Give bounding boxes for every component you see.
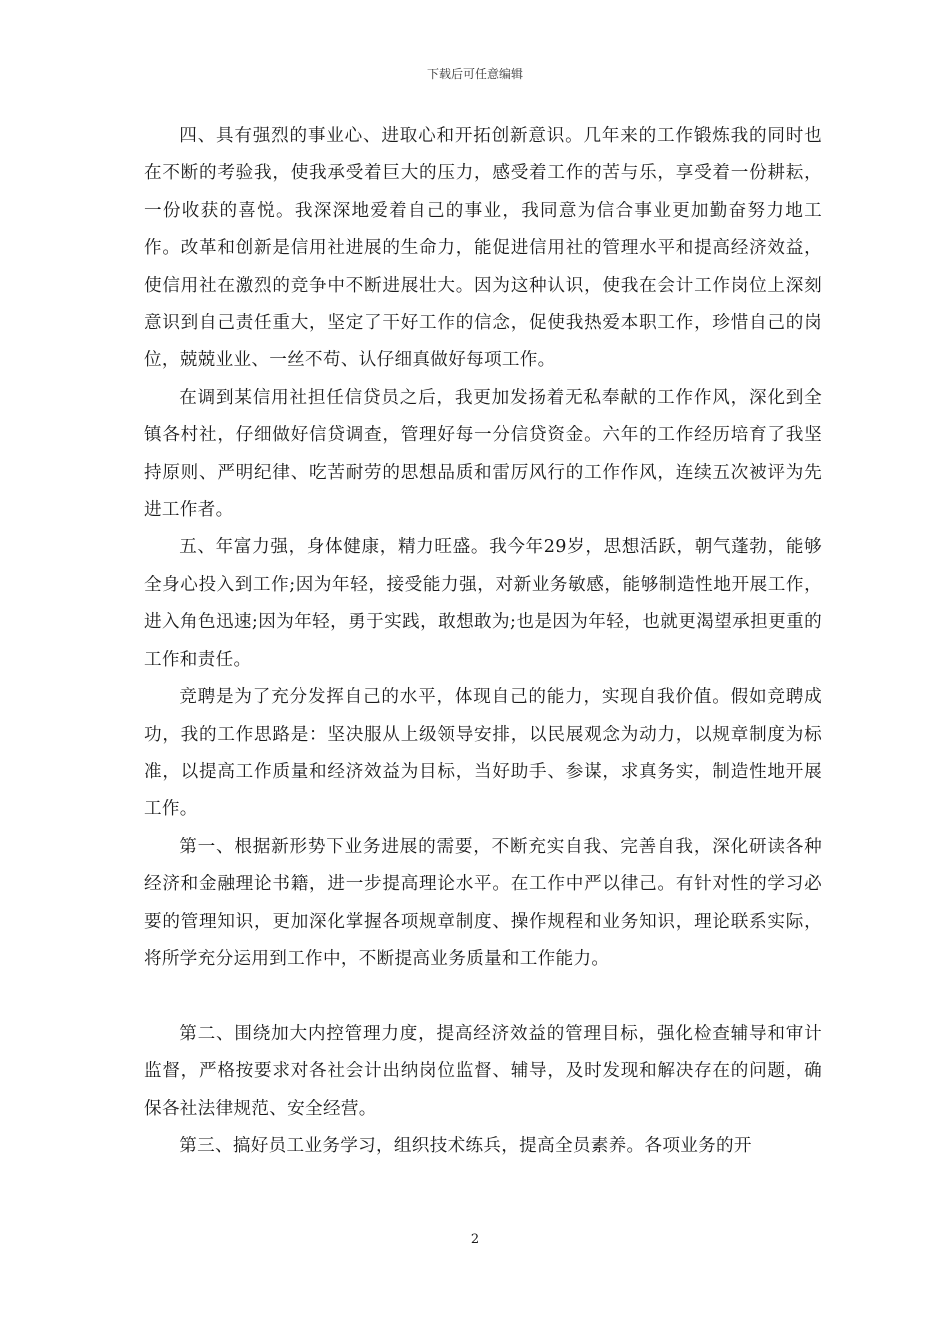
page-header: 下载后可任意编辑 [426,67,523,81]
document-body [144,118,822,1165]
paragraph-third-point: 第三、搞好员工业务学习，组织技术练兵，提高全员素养。各项业务的开 [179,1135,752,1156]
paragraph-work-plan: 竞聘是为了充分发挥自己的水平，体现自己的能力，实现自我价值。假如竞聘成功，我的工作思路是：坚决服从上级领导安排，以民展观念为动力，以规章制度为标准，以提高工作质量和经济效益为目标，当好助手、参谋，求真务实，制造性地开展工作。 [144,687,822,820]
page-number: 2 [470,1232,480,1247]
paragraph-section-five: 五、年富力强，身体健康，精力旺盛。我今年29岁，思想活跃，朝气蓬勃，能够全身心投入到工作;因为年轻，接受能力强，对新业务敏感，能够制造性地开展工作，进入角色迅速;因为年轻，勇于实践，敢想敢为;也是因为年轻，也就更渴望承担更重的工作和责任。 [144,537,822,670]
paragraph-first-point: 第一、根据新形势下业务进展的需要，不断充实自我、完善自我，深化研读各种经济和金融理论书籍，进一步提高理论水平。在工作中严以律己。有针对性的学习必要的管理知识，更加深化掌握各项规章制度、操作规程和业务知识，理论联系实际，将所学充分运用到工作中，不断提高业务质量和工作能力。 [144,836,822,969]
paragraph-section-four: 四、具有强烈的事业心、进取心和开拓创新意识。几年来的工作锻炼我的同时也在不断的考验我，使我承受着巨大的压力，感受着工作的苦与乐，享受着一份耕耘，一份收获的喜悦。我深深地爱着自己的事业，我同意为信合事业更加勤奋努力地工作。改革和创新是信用社进展的生命力，能促进信用社的管理水平和提高经济效益，使信用社在激烈的竞争中不断进展壮大。因为这种认识，使我在会计工作岗位上深刻意识到自己责任重大，坚定了干好工作的信念，促使我热爱本职工作，珍惜自己的岗位，兢兢业业、一丝不苟、认仔细真做好每项工作。 [144,126,822,371]
paragraph-spacer [144,978,822,1015]
paragraph-credit-officer: 在调到某信用社担任信贷员之后，我更加发扬着无私奉献的工作作风，深化到全镇各村社，仔细做好信贷调查，管理好每一分信贷资金。六年的工作经历培育了我坚持原则、严明纪律、吃苦耐劳的思想品质和雷厉风行的工作作风，连续五次被评为先进工作者。 [144,387,822,521]
paragraph-second-point: 第二、围绕加大内控管理力度，提高经济效益的管理目标，强化检查辅导和审计监督，严格按要求对各社会计出纳岗位监督、辅导，及时发现和解决存在的问题，确保各社法律规范、安全经营。 [144,1023,822,1119]
